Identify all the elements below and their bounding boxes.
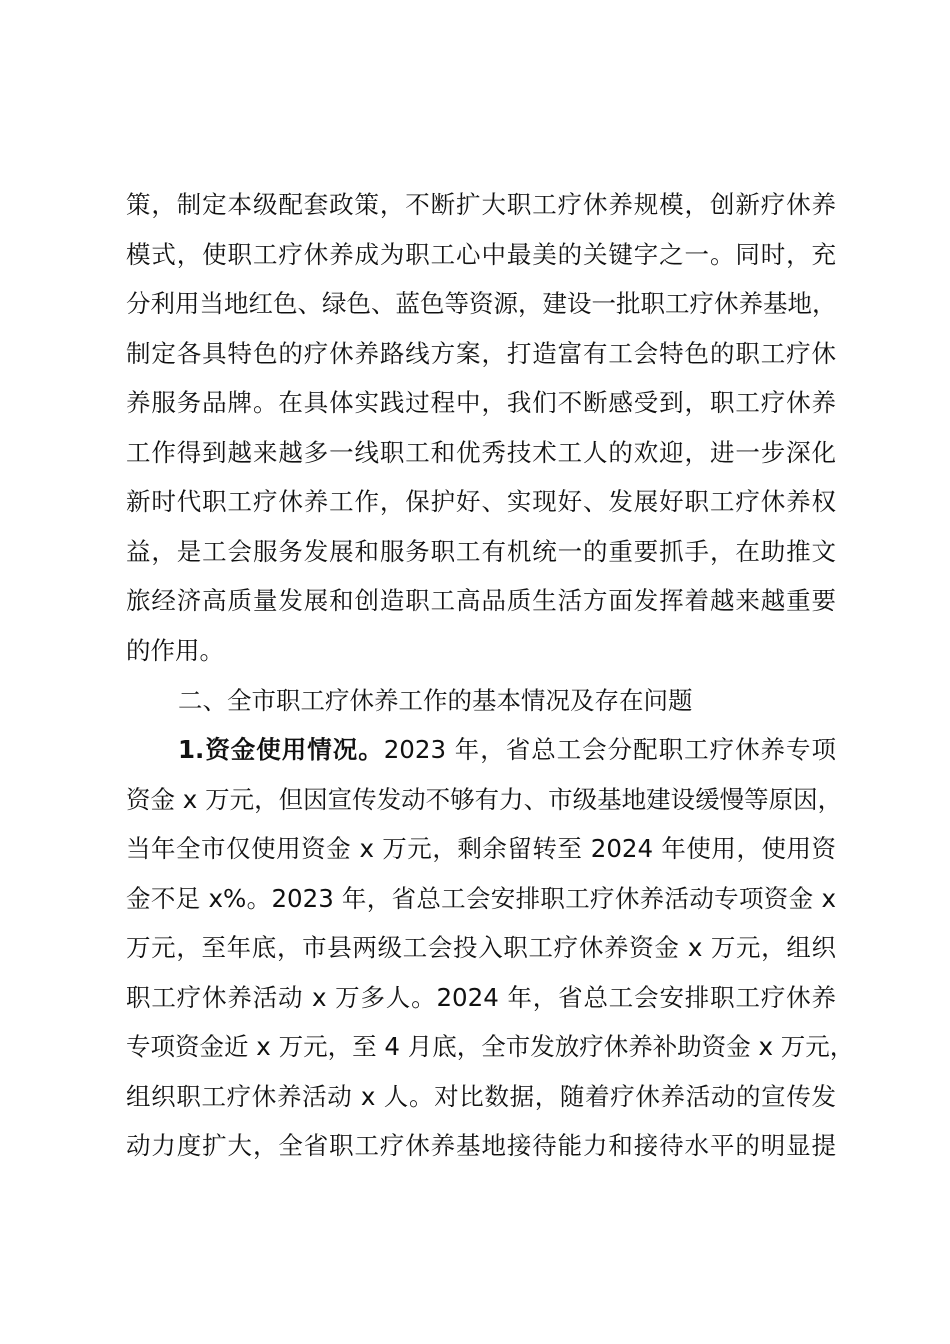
body-text-line: 万元，至年底，市县两级工会投入职工疗休养资金 x 万元，组织: [126, 933, 836, 962]
body-text-line: 制定各具特色的疗休养路线方案，打造富有工会特色的职工疗休: [126, 339, 836, 368]
body-text-line: 动力度扩大，全省职工疗休养基地接待能力和接待水平的明显提: [126, 1131, 836, 1160]
body-text-line: 旅经济高质量发展和创造职工高品质生活方面发挥着越来越重要: [126, 586, 836, 615]
body-text-line: 金不足 x%。2023 年，省总工会安排职工疗休养活动专项资金 x: [126, 884, 836, 913]
body-text-line: 益，是工会服务发展和服务职工有机统一的重要抓手，在助推文: [126, 537, 836, 566]
body-text-line: 专项资金近 x 万元，至 4 月底，全市发放疗休养补助资金 x 万元，: [126, 1032, 855, 1061]
body-text-line: 策，制定本级配套政策，不断扩大职工疗休养规模，创新疗休养: [126, 190, 836, 219]
section-heading: 二、全市职工疗休养工作的基本情况及存在问题: [178, 686, 693, 715]
body-text-line: 资金 x 万元，但因宣传发动不够有力、市级基地建设缓慢等原因，: [126, 785, 843, 814]
body-text-line: 的作用。: [126, 636, 224, 665]
body-text-line: 工作得到越来越多一线职工和优秀技术工人的欢迎，进一步深化: [126, 438, 836, 467]
body-text-line: 职工疗休养活动 x 万多人。2024 年，省总工会安排职工疗休养: [126, 983, 836, 1012]
body-text-line: 养服务品牌。在具体实践过程中，我们不断感受到，职工疗休养: [126, 388, 836, 417]
body-text-line: 当年全市仅使用资金 x 万元，剩余留转至 2024 年使用，使用资: [126, 834, 836, 863]
subsection-first-line: [178, 733, 836, 767]
body-text-line: 组织职工疗休养活动 x 人。对比数据，随着疗休养活动的宣传发: [126, 1082, 836, 1111]
subsection-first-line-text: 2023 年，省总工会分配职工疗休养专项: [383, 735, 836, 764]
subsection-label: 1.资金使用情况。: [178, 735, 384, 764]
body-text-line: 分利用当地红色、绿色、蓝色等资源，建设一批职工疗休养基地，: [126, 289, 837, 318]
body-text-line: 新时代职工疗休养工作，保护好、实现好、发展好职工疗休养权: [126, 487, 836, 516]
body-text-line: 模式，使职工疗休养成为职工心中最美的关键字之一。同时，充: [126, 240, 836, 269]
